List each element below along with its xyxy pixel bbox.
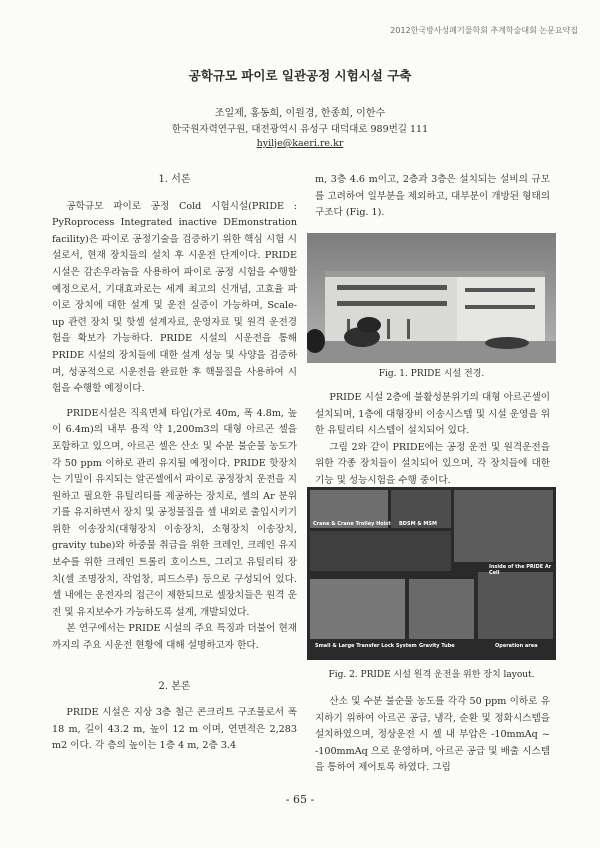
affiliation: 한국원자력연구원, 대전광역시 유성구 대덕대로 989번길 111: [171, 124, 429, 135]
right-paragraph-1: m, 3층 4.6 m이고, 2층과 3층은 설치되는 설비의 규모를 고려하여 일부분을 제외하고, 대부분이 개방된 형태의 구조다 (Fig. 1).: [315, 174, 550, 219]
right-paragraph-2: PRIDE 시설 2층에 불활성분위기의 대형 아르곤셀이 설치되며, 1층에 대형장비 이송시스템 및 시설 운영을 위한 유틸리티 시스템이 설치되어 있다.: [315, 392, 550, 437]
right-paragraph-3: 그림 2와 같이 PRIDE에는 공정 운전 및 원격운전을 위한 각종 장치들이 설치되어 있으며, 각 장치들에 대한 기능 및 성능시험을 수행 중이다.: [315, 441, 550, 486]
figure-2-caption: Fig. 2. PRIDE 시설 원격 운전을 위한 장치 layout.: [328, 670, 535, 680]
section-1-paragraph-2: PRIDE시설은 직육면체 타입(가로 40m, 폭 4.8m, 높이 6.4m)의 내부 용적 약 1,200m3의 대형 아르곤 셀을 포함하고 있으며, 아르곤 셀은 산소 및 수분 불순물 농도가 각 50 ppm 이하로 관리 유지될 예정이다. PRIDE 핫장치는 기밀이 유지되는 알곤셀에서 파이로 공정장치 운전을 지원하고 필요한 유틸리티를 제공하는 장치로, 셀의 Ar 분위기를 유지하면서 장치 및 공정물질을 셀 내외로 출입시키기 위한 이송장치(대형장치 이송장치, 소형장치 이송장치, gravity tube)와 하중물 취급을 위한 크레인, 크레인 유지보수를 위한 크레인 트롤리 호이스트, 그리고 유틸리티 장치(셀 조명장치, 작업창, 피드스루) 등으로 구성되어 있다. 셀 내에는 운전자의 접근이 제한되므로 셀장치들은 원격 운전 및 유지보수가 가능하도록 설계, 개발되었다.: [52, 407, 297, 618]
label-crane: Crane & Crane Trolley Hoist: [313, 521, 391, 527]
right-column-bottom: [315, 694, 550, 777]
right-paragraph-4: 산소 및 수분 불순물 농도를 각각 50 ppm 이하로 유지하기 위하여 아르곤 공급, 냉각, 순환 및 정화시스템을 설치하였으며, 정상운전 시 셀 내 부압은 -10mmAq ~ -100mmAq 으로 운영하며, 아르곤 공급 및 배출 시스템을 통하여 제어토록 하였다. 그림: [315, 696, 550, 774]
email-link[interactable]: hyilje@kaeri.re.kr: [256, 138, 344, 149]
label-bdsm: BDSM & MSM: [399, 521, 437, 527]
label-gravity-tube: Gravity Tube: [419, 643, 455, 649]
figure-2-layout: [307, 487, 556, 660]
figure-1-caption: Fig. 1. PRIDE 시설 전경.: [378, 369, 485, 379]
gravity-tube-photo: [409, 579, 474, 639]
right-column-top: [315, 172, 550, 222]
transfer-lock-photo: [310, 579, 405, 639]
layout-drawing: [310, 531, 451, 571]
section-2-title: 2. 본론: [158, 680, 191, 692]
operation-area-photo: [478, 572, 553, 639]
left-column: [52, 172, 297, 755]
section-1-paragraph-3: 본 연구에서는 PRIDE 시설의 주요 특징과 더불어 현재까지의 주요 시운전 현황에 대해 설명하고자 한다.: [52, 623, 297, 652]
section-2-paragraph-1: PRIDE 시설은 지상 3층 철근 콘크리트 구조물로서 폭 18 m, 길이 43.2 m, 높이 12 m 이며, 연면적은 2,283 m2 이다. 각 층의 높이는 1층 4 m, 2층 3.4: [52, 707, 297, 752]
section-1-title: 1. 서론: [158, 174, 191, 185]
label-transfer-lock: Small & Large Transfer Lock System: [315, 643, 417, 649]
running-head: 2012한국방사성폐기물학회 추계학술대회 논문요약집: [390, 26, 578, 35]
figure-1-photo: [307, 233, 556, 363]
label-ar-cell: Inside of the PRIDE Ar Cell: [489, 564, 552, 576]
right-column-middle: [315, 390, 550, 490]
section-1-paragraph-1: 공학규모 파이로 공정 Cold 시험시설(PRIDE : PyRoprocess Integrated inactive DEmonstration facility)은 파이로 공정기술을 검증하기 위한 핵심 시험 시설로서, 현재 장치들의 설치 후 시운전 단계이다. PRIDE 시설은 감손우라늄을 사용하여 파이로 공정 시험을 수행할 예정으로서, 기대효과로는 세계 최고의 신개념, 고효율 파이로 장치에 대한 설계 및 운전 실증이 가능하며, Scale-up 관련 장치 및 핫셀 설계자료, 운영자료 및 원격 운전경험을 확보가 가능하다. PRIDE 시설의 시운전을 통해 PRIDE 시설의 장치들에 대한 설계 성능 및 사양을 검증하며, 성공적으로 시운전을 완료한 후 핵물질을 사용하여 시험을 수행할 예정이다.: [52, 200, 297, 395]
label-operation-area: Operation area: [495, 643, 538, 649]
paper-title: 공학규모 파이로 일관공정 시험시설 구축: [188, 68, 412, 83]
ar-cell-photo: [454, 490, 553, 562]
authors: 조일제, 홍동희, 이원경, 한종희, 이한수: [214, 108, 386, 119]
page-number: - 65 -: [285, 793, 315, 806]
